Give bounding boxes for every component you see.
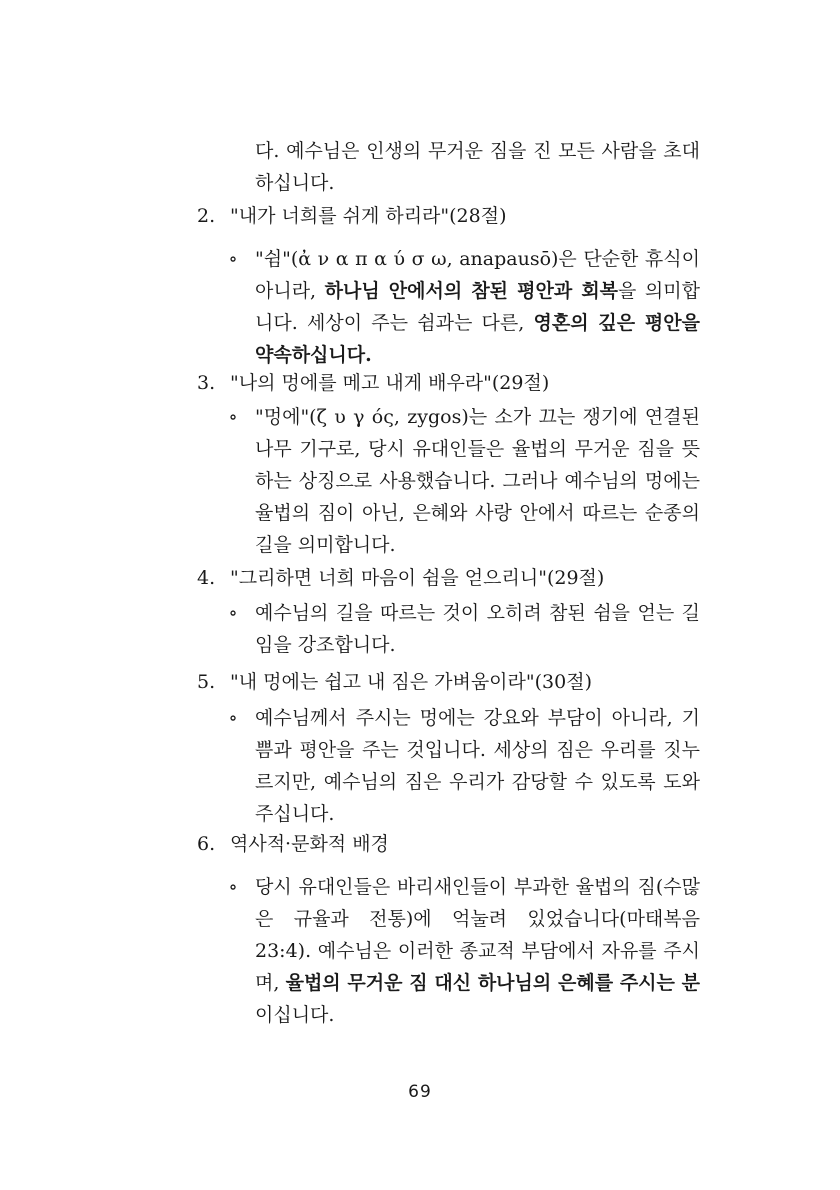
text-run: 당시 유대인들은 바리새인들이 부과한 율법의 짐(수많은 규율과 전통)에 억눌려 있었습니다(마태복음 23:4). 예수님은 이러한 종교적 부담에서 자유를 주시며, — [255, 876, 700, 994]
sub-item-text: "멍에"(ζ υ γ ός, zygos)는 소가 끄는 쟁기에 연결된 나무 기구로, 당시 유대인들은 율법의 무거운 짐을 뜻하는 상징으로 사용했습니다. 그러나 예수님의 멍에는 율법의 짐이 아닌, 은혜와 사랑 안에서 따르는 순종의 길을 의미합니다. — [255, 406, 700, 556]
sub-item-text: 예수님께서 주시는 멍에는 강요와 부담이 아니라, 기쁨과 평안을 주는 것입니다. 세상의 짐은 우리를 짓누르지만, 예수님의 짐은 우리가 감당할 수 있도록 도와주십니다. — [255, 707, 700, 825]
text-run: "쉼"(ἀ ν α π α ύ σ ω, anapausō)은 단순한 휴식이 아니라, — [255, 248, 700, 302]
sub-item-text: 예수님의 길을 따르는 것이 오히려 참된 쉼을 얻는 길임을 강조합니다. — [255, 602, 700, 656]
sub-item-text — [255, 243, 700, 371]
item-number: 4. — [197, 567, 216, 589]
bullet-icon: ∘ — [228, 406, 238, 428]
item-heading: "그리하면 너희 마음이 쉼을 얻으리니"(29절) — [230, 567, 605, 589]
continuation-paragraph: 다. 예수님은 인생의 무거운 짐을 진 모든 사람을 초대하십니다. — [255, 140, 700, 194]
bullet-icon: ∘ — [228, 602, 238, 624]
text-run: 이십니다. — [255, 1004, 335, 1026]
bullet-icon: ∘ — [228, 707, 238, 729]
bullet-icon: ∘ — [228, 248, 238, 270]
item-number: 6. — [197, 833, 216, 855]
text-run: 을 의미합니다. 세상이 주는 쉼과는 다른, — [255, 280, 700, 334]
item-heading: "내 멍에는 쉽고 내 짐은 가벼움이라"(30절) — [230, 671, 592, 693]
item-heading: 역사적·문화적 배경 — [230, 833, 389, 855]
bold-text-run: 율법의 무거운 짐 대신 하나님의 은혜를 주시는 분 — [285, 972, 701, 994]
bold-text-run: 영혼의 깊은 평안을 약속하십니다. — [255, 312, 700, 366]
item-heading: "나의 멍에를 메고 내게 배우라"(29절) — [230, 372, 550, 394]
page-number: 69 — [408, 1082, 432, 1102]
item-number: 2. — [197, 205, 216, 227]
item-number: 5. — [197, 671, 216, 693]
bold-text-run: 하나님 안에서의 참된 평안과 회복 — [324, 280, 619, 302]
item-number: 3. — [197, 372, 216, 394]
item-heading: "내가 너희를 쉬게 하리라"(28절) — [230, 205, 507, 227]
sub-item-text — [255, 871, 700, 1031]
bullet-icon: ∘ — [228, 876, 238, 898]
